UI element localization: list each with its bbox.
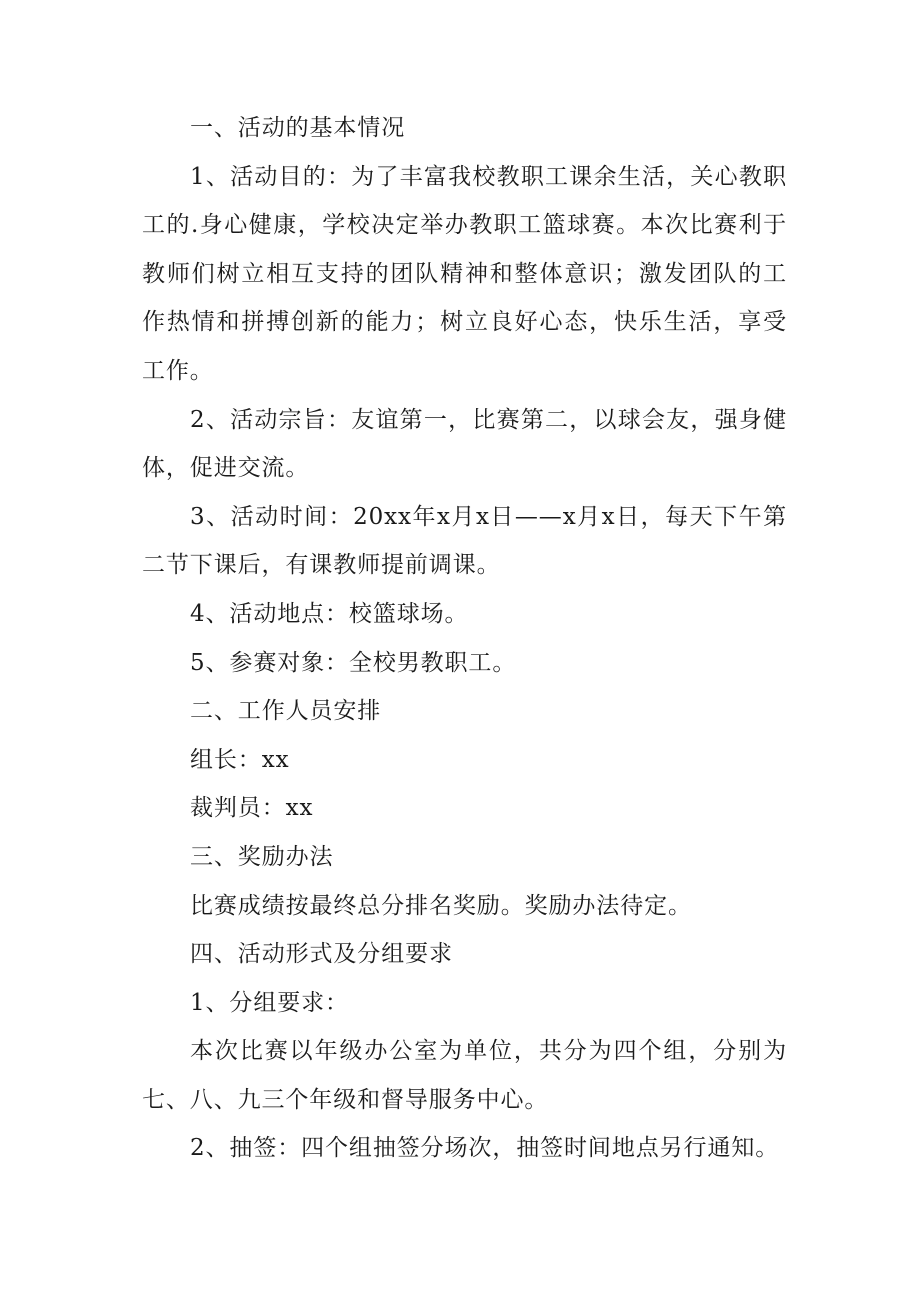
paragraph-grouping-detail: 本次比赛以年级办公室为单位，共分为四个组，分别为七、八、九三个年级和督导服务中心。 (142, 1038, 787, 1113)
paragraph-activity-purpose: 1、活动目的：为了丰富我校教职工课余生活，关心教职工的.身心健康，学校决定举办教职工篮球赛。本次比赛利于教师们树立相互支持的团队精神和整体意识；激发团队的工作热情和拼搏创新的能力；树立良好心态，快乐生活，享受工作。 (142, 163, 787, 384)
section-heading-rewards: 三、奖励办法 (190, 843, 334, 870)
paragraph-activity-tenet: 2、活动宗旨：友谊第一，比赛第二，以球会友，强身健体，促进交流。 (142, 406, 787, 482)
paragraph-activity-time: 3、活动时间：20xx年x月x日——x月x日，每天下午第二节下课后，有课教师提前调课。 (142, 503, 787, 579)
paragraph-grouping-requirements: 1、分组要求： (190, 989, 349, 1016)
document-body (142, 104, 787, 1173)
paragraph-activity-location: 4、活动地点：校篮球场。 (190, 600, 469, 627)
paragraph-reward-method: 比赛成绩按最终总分排名奖励。奖励办法待定。 (190, 892, 692, 919)
paragraph-participants: 5、参赛对象：全校男教职工。 (190, 649, 517, 676)
section-heading-format-grouping: 四、活动形式及分组要求 (190, 941, 453, 968)
paragraph-draw: 2、抽签：四个组抽签分场次，抽签时间地点另行通知。 (190, 1135, 780, 1162)
paragraph-team-leader: 组长：xx (190, 746, 290, 773)
section-heading-staff: 二、工作人员安排 (190, 698, 382, 725)
section-heading-basic-info: 一、活动的基本情况 (190, 115, 406, 141)
paragraph-referee: 裁判员：xx (190, 795, 314, 822)
